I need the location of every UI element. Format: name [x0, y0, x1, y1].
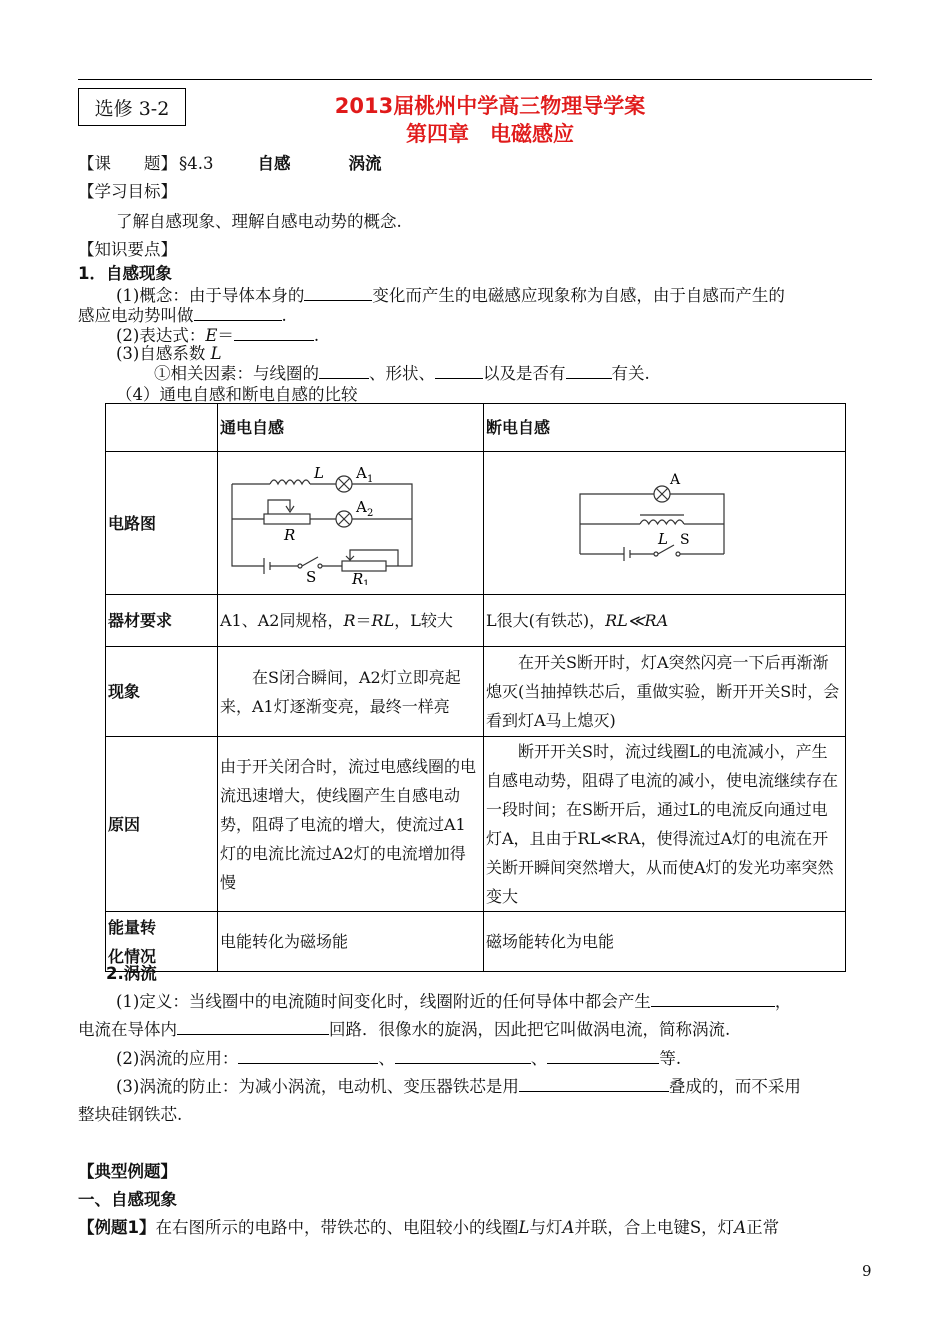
- label-A1-sub: 1: [367, 474, 374, 485]
- prev-b: 叠成的，而不采用: [668, 1077, 801, 1096]
- row-label-equipment: 器材要求: [106, 595, 218, 647]
- label-A2-sub: 2: [367, 508, 374, 519]
- equip-off-cell: [484, 595, 846, 647]
- reason-off-cell: 断开开关S时，流过线圈L的电流减小，产生自感电动势，阻碍了电流的减小，使电流继续存在一段时间；在S断开后，通过L的电流反向通过电灯A，且由于RL≪RA，使得流过A灯的电流在开关断开瞬间突然增大，从而使A灯的发光功率突然变大: [484, 737, 846, 912]
- app-sep-2: 、: [530, 1049, 548, 1068]
- table-row-phenomenon: [106, 647, 846, 737]
- ex1-A: A: [562, 1218, 575, 1237]
- blank-factor-2[interactable]: [435, 363, 483, 379]
- comparison-table: [105, 403, 846, 972]
- compare-line: （4）通电自感和断电自感的比较: [116, 385, 358, 404]
- eddy-app-line: [116, 1045, 681, 1069]
- circuit-on-cell: [218, 452, 484, 595]
- points-label: 【知识要点】: [78, 240, 177, 259]
- expr-label: (2)表达式：: [116, 326, 206, 345]
- phen-off-cell: 在开关S断开时，灯A突然闪亮一下后再渐渐熄灭(当抽掉铁芯后，重做实验，断开开关S时，会看到灯A马上熄灭): [484, 647, 846, 737]
- prev-a: (3)涡流的防止：为减小涡流，电动机、变压器铁芯是用: [116, 1077, 519, 1096]
- circuit-off-diagram: [484, 452, 842, 585]
- factor-d: 有关.: [611, 364, 650, 383]
- blank-def-2[interactable]: [177, 1019, 329, 1035]
- concept-text-b: 变化而产生的电磁感应现象称为自感，由于自感而产生的: [372, 286, 785, 305]
- coef-var: L: [210, 344, 222, 363]
- ex1-d: 正常: [746, 1218, 780, 1237]
- topic-section: §4.3: [179, 154, 214, 173]
- expr-end: .: [313, 326, 320, 345]
- table-row-equipment: [106, 595, 846, 647]
- energy-on-cell: 电能转化为磁场能: [218, 912, 484, 972]
- blank-prev[interactable]: [519, 1076, 669, 1092]
- chapter-title: 第四章 电磁感应: [406, 122, 574, 146]
- topic-label: 【课 题】: [78, 154, 177, 173]
- label-L: L: [314, 464, 324, 482]
- equip-on-eq: ＝: [355, 611, 372, 630]
- app-sep-1: 、: [378, 1049, 395, 1068]
- def-c: 电流在导体内: [78, 1020, 177, 1039]
- page-number: 9: [862, 1262, 872, 1280]
- row-label-energy-2: 化情况: [108, 946, 157, 966]
- label-A: A: [670, 472, 681, 488]
- ex1-b: 与灯: [529, 1218, 563, 1237]
- table-row-energy: [106, 912, 846, 972]
- examples-section: 一、自感现象: [78, 1190, 177, 1209]
- course-badge: 选修 3-2: [78, 88, 186, 126]
- coef-label: (3)自感系数: [116, 344, 206, 363]
- label-L-off: L: [658, 530, 668, 548]
- factor-b: 、形状、: [369, 364, 435, 383]
- row-label-energy-1: 能量转: [108, 917, 157, 937]
- table-corner: [106, 404, 218, 452]
- factor-c: 以及是否有: [483, 364, 566, 383]
- def-a: (1)定义：当线圈中的电流随时间变化时，线圈附近的任何导体中都会产生: [116, 992, 651, 1011]
- reason-on-cell: 由于开关闭合时，流过电感线圈的电流迅速增大，使线圈产生自感电动势，阻碍了电流的增大，使流过A1灯的电流比流过A2灯的电流增加得慢: [218, 737, 484, 912]
- equip-off-text: L很大(有铁芯)，: [486, 611, 606, 630]
- ex1-c: 并联，合上电键S，灯: [574, 1218, 735, 1237]
- ex1-a: 在右图所示的电路中，带铁芯的、电阻较小的线圈: [155, 1218, 519, 1237]
- equip-off-rel: RL≪RA: [605, 611, 669, 630]
- topic-line: [78, 150, 382, 174]
- row-label-circuit: 电路图: [106, 452, 218, 595]
- label-S: S: [306, 568, 317, 585]
- table-row-circuit: [106, 452, 846, 595]
- blank-factor-3[interactable]: [566, 363, 612, 379]
- label-A2: A: [356, 498, 367, 516]
- circuit-on-diagram: [218, 452, 480, 585]
- concept-text-a: (1)概念：由于导体本身的: [116, 286, 305, 305]
- expr-eq: ＝: [217, 326, 234, 345]
- blank-app-1[interactable]: [238, 1048, 378, 1064]
- examples-label: 【典型例题】: [78, 1162, 177, 1181]
- eddy-def-line-2: [78, 1016, 730, 1040]
- blank-app-3[interactable]: [547, 1048, 659, 1064]
- circuit-off-cell: [484, 452, 846, 595]
- blank-def-1[interactable]: [651, 991, 775, 1007]
- blank-concept-1[interactable]: [304, 285, 372, 301]
- topic-2: 涡流: [348, 154, 382, 173]
- goal-text: 了解自感现象、理解自感电动势的概念.: [116, 212, 402, 231]
- label-R: R: [284, 526, 296, 544]
- part2-heading: 2.涡流: [106, 964, 157, 983]
- row-label-phenomenon: 现象: [106, 647, 218, 737]
- label-R1: R: [352, 570, 364, 585]
- blank-concept-2[interactable]: [194, 305, 282, 321]
- label-S-off: S: [680, 532, 690, 548]
- phen-on-cell: 在S闭合瞬间，A2灯立即亮起来，A1灯逐渐变亮，最终一样亮: [218, 647, 484, 737]
- blank-factor-1[interactable]: [319, 363, 369, 379]
- app-a: (2)涡流的应用：: [116, 1049, 239, 1068]
- eddy-prev-line-2: 整块硅钢铁芯.: [78, 1105, 183, 1124]
- ex1-L: L: [518, 1218, 530, 1237]
- equip-on-l: ，L较大: [394, 611, 453, 630]
- example-1-label: 【例题1】: [78, 1218, 156, 1237]
- expr-var: E: [205, 326, 218, 345]
- equip-on-text: A1、A2同规格，: [220, 611, 344, 630]
- concept-text-c: 感应电动势叫做: [78, 306, 194, 325]
- ex1-A2: A: [734, 1218, 747, 1237]
- row-label-reason: 原因: [106, 737, 218, 912]
- blank-expr[interactable]: [234, 325, 314, 341]
- blank-app-2[interactable]: [395, 1048, 531, 1064]
- def-d: 回路．很像水的旋涡，因此把它叫做涡电流，简称涡流.: [329, 1020, 731, 1039]
- goal-label: 【学习目标】: [78, 182, 177, 201]
- eddy-prev-line-1: [116, 1073, 801, 1097]
- col-header-off: 断电自感: [484, 404, 846, 452]
- energy-off-cell: 磁场能转化为电能: [484, 912, 846, 972]
- table-header-row: [106, 404, 846, 452]
- factor-a: ①相关因素：与线圈的: [154, 364, 319, 383]
- equip-on-cell: [218, 595, 484, 647]
- example-1-line: [78, 1214, 779, 1238]
- doc-title: 2013届桃州中学高三物理导学案: [334, 94, 646, 118]
- equip-on-rl: RL: [371, 611, 395, 630]
- topic-1: 自感: [257, 154, 291, 173]
- concept-end: .: [281, 306, 287, 325]
- label-A1: A: [356, 464, 367, 482]
- app-end: 等.: [659, 1049, 682, 1068]
- top-rule: [78, 79, 872, 80]
- part1-heading: 1．自感现象: [78, 264, 172, 283]
- def-b: ，: [774, 992, 792, 1011]
- col-header-on: 通电自感: [218, 404, 484, 452]
- eddy-def-line-1: [116, 988, 791, 1012]
- equip-on-r: R: [343, 611, 356, 630]
- label-R1-sub: 1: [363, 579, 370, 585]
- table-row-reason: [106, 737, 846, 912]
